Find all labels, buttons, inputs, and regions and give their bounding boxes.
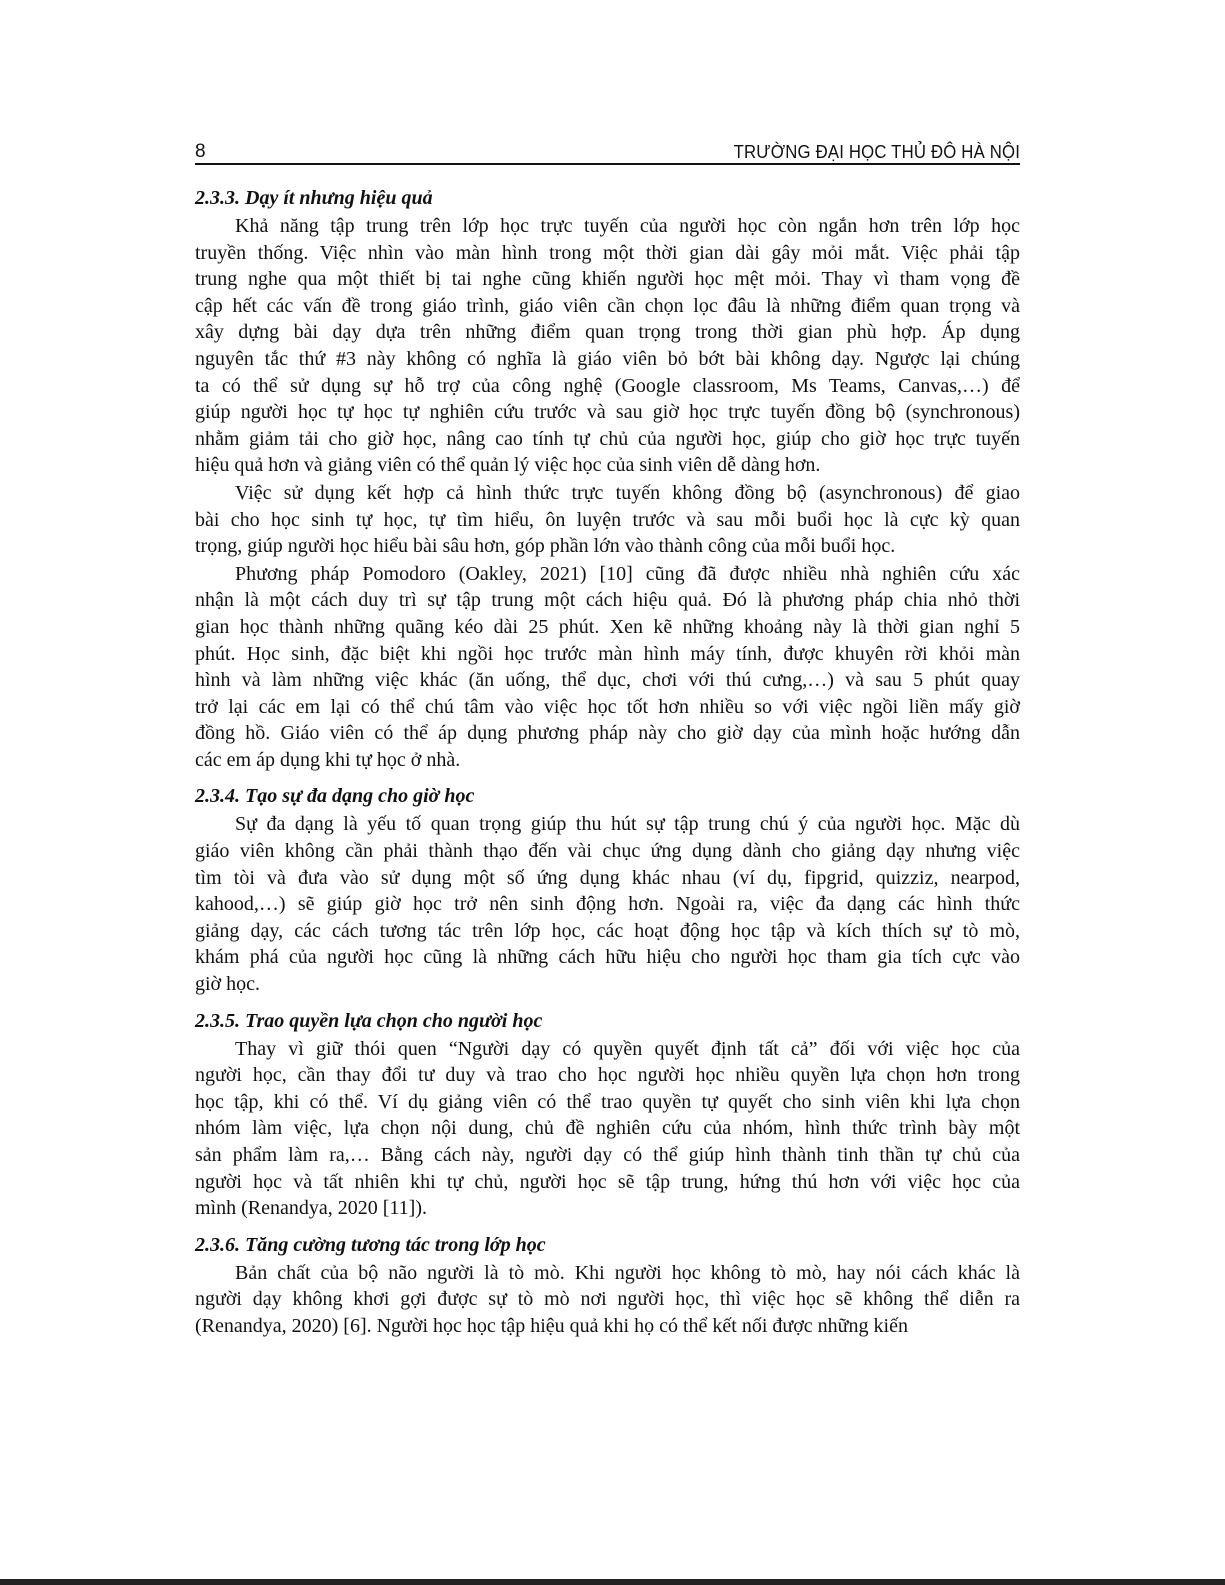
section (195, 1230, 1020, 1340)
institution-name: TRƯỜNG ĐẠI HỌC THỦ ĐÔ HÀ NỘI (733, 142, 1020, 162)
text-line: người học, cần thay đổi tư duy và trao cho học người học nhiều quyền lựa chọn hơn trong (195, 1064, 1020, 1087)
text-line: trở lại các em lại có thể chú tâm vào việc học tốt hơn nhiều so với việc ngồi liền mấy giờ (195, 695, 1020, 718)
section-heading: 2.3.6. Tăng cường tương tác trong lớp học (195, 1233, 546, 1256)
text-line: hiệu quả hơn và giảng viên có thể quản lý việc học của sinh viên dễ dàng hơn. (195, 454, 821, 477)
text-line: Phương pháp Pomodoro (Oakley, 2021) [10] cũng đã được nhiều nhà nghiên cứu xác (235, 562, 1020, 585)
section-heading: 2.3.3. Dạy ít nhưng hiệu quả (195, 187, 433, 209)
text-line: kahood,…) sẽ giúp giờ học trở nên sinh động hơn. Ngoài ra, việc đa dạng các hình thức (195, 893, 1020, 916)
text-line: hình và làm những việc khác (ăn uống, thể dục, chơi với thú cưng,…) và sau 5 phút quay (195, 669, 1020, 692)
text-line: người học và tất nhiên khi tự chủ, người học sẽ tập trung, hứng thú hơn với việc học của (195, 1170, 1020, 1193)
text-line: bài cho học sinh tự học, tự tìm hiểu, ôn luyện trước và sau mỗi buổi học là cực kỳ quan (195, 508, 1020, 531)
paragraph (195, 213, 1020, 479)
text-line: nguyên tắc thứ #3 này không có nghĩa là giáo viên bỏ bớt bài không dạy. Ngược lại chúng (195, 347, 1020, 370)
text-line: ta có thể sử dụng sự hỗ trợ của công nghệ (Google classroom, Ms Teams, Canvas,…) để (195, 374, 1020, 397)
text-line: xây dựng bài dạy dựa trên những điểm quan trọng trong thời gian phù hợp. Áp dụng (195, 321, 1020, 344)
text-line: các em áp dụng khi tự học ở nhà. (195, 748, 461, 771)
section (195, 1006, 1020, 1222)
text-line: truyền thống. Việc nhìn vào màn hình trong một thời gian dài gây mỏi mắt. Việc phải tập (195, 241, 1020, 264)
paragraph (195, 1260, 1020, 1340)
text-line: nhằm giảm tải cho giờ học, nâng cao tính tự chủ của người học, giúp cho giờ học trực tuyến (195, 427, 1020, 450)
page-number: 8 (195, 141, 206, 162)
text-line: đồng hồ. Giáo viên có thể áp dụng phương pháp này cho giờ dạy của mình hoặc hướng dẫn (195, 722, 1020, 745)
running-header (195, 136, 1020, 165)
text-line: Khả năng tập trung trên lớp học trực tuyến của người học còn ngắn hơn trên lớp học (235, 215, 1020, 237)
paragraph (195, 480, 1020, 560)
text-line: giờ học. (195, 973, 261, 996)
section (195, 183, 1020, 773)
text-line: tìm tòi và đưa vào sử dụng một số ứng dụng khác nhau (ví dụ, fipgrid, quizziz, nearpod, (195, 866, 1020, 889)
text-line: giáo viên không cần phải thành thạo đến vài chục ứng dụng dành cho giảng dạy nhưng việc (195, 840, 1020, 863)
paragraph (195, 1036, 1020, 1222)
text-line: Thay vì giữ thói quen “Người dạy có quyền quyết định tất cả” đối với việc học của (235, 1037, 1020, 1060)
text-line: giảng dạy, các cách tương tác trên lớp học, các hoạt động học tập và kích thích sự tò mò, (195, 919, 1020, 942)
document-body (195, 183, 1020, 1340)
text-line: khám phá của người học cũng là những cách hữu hiệu cho người học tham gia tích cực vào (195, 946, 1020, 969)
text-line: nhận là một cách duy trì sự tập trung một cách hiệu quả. Đó là phương pháp chia nhỏ thời (195, 589, 1020, 612)
text-line: (Renandya, 2020) [6]. Người học học tập hiệu quả khi họ có thể kết nối được những kiến (195, 1314, 908, 1337)
text-line: Việc sử dụng kết hợp cả hình thức trực tuyến không đồng bộ (asynchronous) để giao (235, 481, 1020, 504)
text-line: Bản chất của bộ não người là tò mò. Khi người học không tò mò, hay nói cách khác là (235, 1261, 1020, 1284)
text-line: học tập, khi có thể. Ví dụ giảng viên có thể trao quyền tự quyết cho sinh viên khi lựa chọn (195, 1090, 1020, 1113)
text-line: người dạy không khơi gợi được sự tò mò nơi người học, thì việc học sẽ không thể diễn ra (195, 1288, 1020, 1311)
section-heading: 2.3.5. Trao quyền lựa chọn cho người học (195, 1009, 543, 1032)
text-line: cập hết các vấn đề trong giáo trình, giáo viên cần chọn lọc đâu là những điểm quan trọng và (195, 294, 1020, 317)
document-page (195, 136, 1020, 1341)
section (195, 781, 1020, 997)
text-line: trung nghe qua một thiết bị tai nghe cũng khiến người học mệt mỏi. Thay vì tham vọng đề (195, 268, 1020, 291)
text-line: nhóm làm việc, lựa chọn nội dung, chủ đề nghiên cứu của nhóm, hình thức trình bày một (195, 1117, 1020, 1140)
text-line: gian học thành những quãng kéo dài 25 phút. Xen kẽ những khoảng này là thời gian nghỉ 5 (195, 615, 1020, 638)
page-bottom-edge (0, 1579, 1225, 1585)
text-line: trọng, giúp người học hiểu bài sâu hơn, góp phần lớn vào thành công của mỗi buổi học. (195, 535, 896, 558)
section-heading: 2.3.4. Tạo sự đa dạng cho giờ học (195, 785, 475, 808)
text-line: phút. Học sinh, đặc biệt khi ngồi học trước màn hình máy tính, được khuyên rời khỏi màn (195, 642, 1020, 665)
text-line: Sự đa dạng là yếu tố quan trọng giúp thu hút sự tập trung chú ý của người học. Mặc dù (235, 813, 1020, 836)
paragraph (195, 561, 1020, 774)
text-line: mình (Renandya, 2020 [11]). (195, 1197, 427, 1220)
text-line: sản phẩm làm ra,… Bằng cách này, người dạy có thể giúp hình thành tinh thần tự chủ của (195, 1144, 1020, 1166)
text-line: giúp người học tự học tự nghiên cứu trước và sau giờ học trực tuyến đồng bộ (synchronous) (195, 401, 1020, 424)
paragraph (195, 811, 1020, 997)
